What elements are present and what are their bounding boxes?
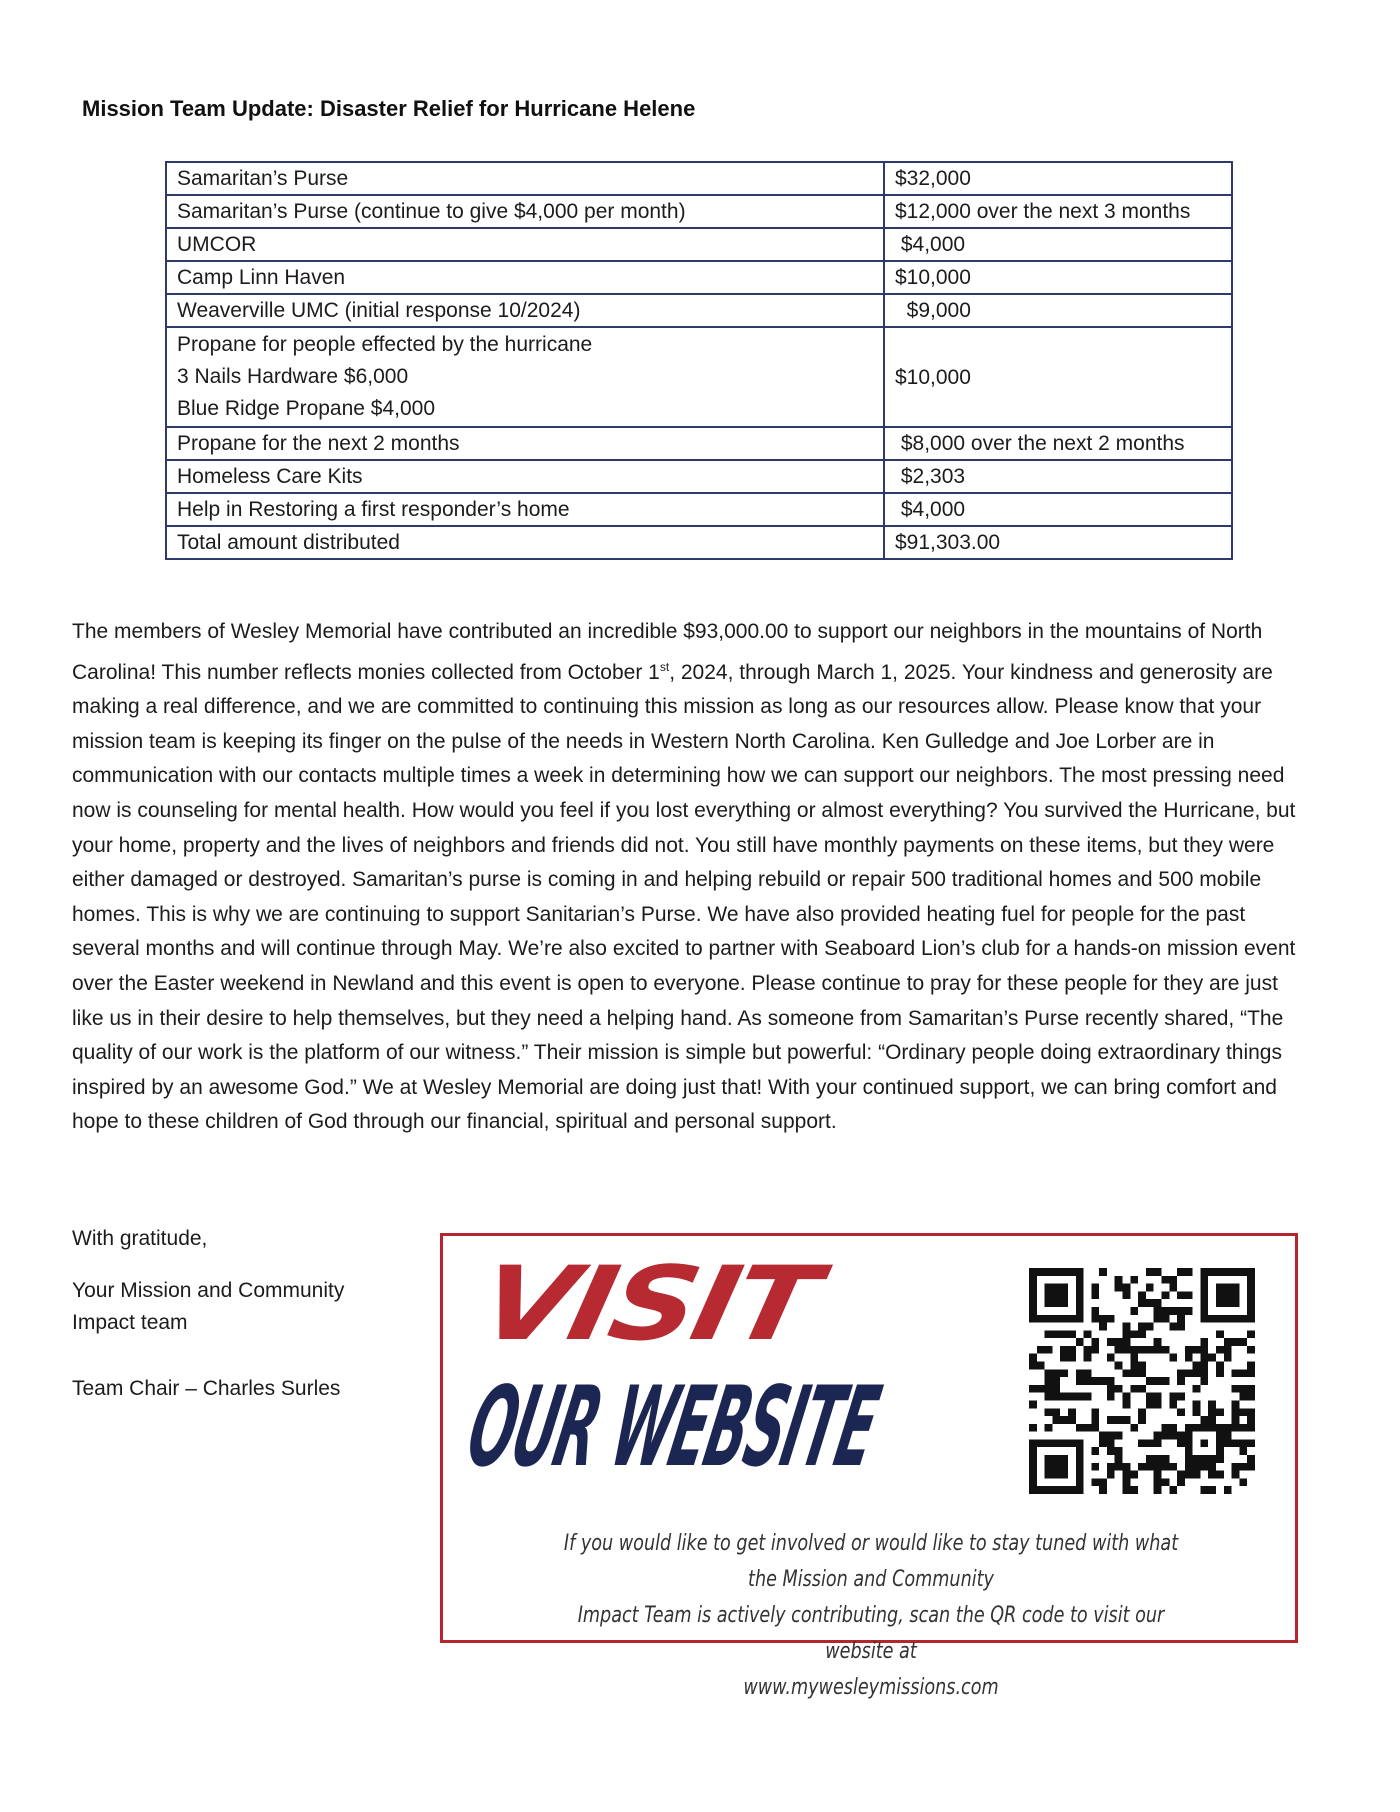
row-name: Samaritan’s Purse [166, 162, 884, 195]
row-amount: $12,000 over the next 3 months [884, 195, 1232, 228]
table-row [166, 327, 1232, 427]
row-amount: $4,000 [884, 493, 1232, 526]
row-name: Homeless Care Kits [166, 460, 884, 493]
row-name: Camp Linn Haven [166, 261, 884, 294]
row-name-line: Blue Ridge Propane $4,000 [177, 397, 436, 420]
team-line-2: Impact team [72, 1311, 188, 1334]
promo-note-line-2: Impact Team is actively contributing, scan the QR code to visit our website at [577, 1603, 1165, 1664]
body-paragraph [72, 615, 1297, 1140]
row-name [166, 327, 884, 427]
table-row [166, 162, 1232, 195]
row-amount: $2,303 [884, 460, 1232, 493]
row-amount: $4,000 [884, 228, 1232, 261]
our-website-heading: OUR WEBSITE [457, 1362, 889, 1492]
row-amount: $9,000 [884, 294, 1232, 327]
team-line-1: Your Mission and Community [72, 1279, 345, 1302]
distribution-table [165, 161, 1233, 560]
website-url[interactable]: www.mywesleymissions.com [743, 1675, 999, 1700]
table-row [166, 195, 1232, 228]
row-name: Propane for the next 2 months [166, 427, 884, 460]
page-title: Mission Team Update: Disaster Relief for Hurricane Helene [82, 96, 696, 121]
team-chair: Team Chair – Charles Surles [72, 1377, 341, 1400]
row-amount: $10,000 [884, 261, 1232, 294]
row-name: Samaritan’s Purse (continue to give $4,000 per month) [166, 195, 884, 228]
table-row [166, 493, 1232, 526]
body-part-1: The members of Wesley Memorial have contributed an incredible $93,000.00 to support our neighbors in the mountains of North Carolina! This number reflects monies collected from October 1 [72, 620, 1263, 684]
promo-note-line-1: If you would like to get involved or would like to stay tuned with what the Mission and Community [563, 1531, 1179, 1592]
visit-heading: VISIT [469, 1245, 826, 1364]
row-amount: $91,303.00 [884, 526, 1232, 559]
row-amount: $32,000 [884, 162, 1232, 195]
row-amount: $10,000 [884, 327, 1232, 427]
row-name: UMCOR [166, 228, 884, 261]
row-name: Weaverville UMC (initial response 10/2024) [166, 294, 884, 327]
qr-code-icon[interactable] [1029, 1268, 1255, 1494]
table-row [166, 294, 1232, 327]
table-row [166, 228, 1232, 261]
table-row [166, 427, 1232, 460]
table-row [166, 460, 1232, 493]
row-name-line: Propane for people effected by the hurricane [177, 333, 593, 356]
website-promo-box [440, 1233, 1298, 1700]
promo-note [553, 1526, 1190, 1706]
row-name-line: 3 Nails Hardware $6,000 [177, 365, 409, 388]
row-name: Help in Restoring a first responder’s home [166, 493, 884, 526]
closing-line: With gratitude, [72, 1227, 208, 1250]
row-amount: $8,000 over the next 2 months [884, 427, 1232, 460]
team-name [72, 1275, 344, 1339]
table-row [166, 526, 1232, 559]
ordinal-suffix: st [659, 659, 670, 674]
row-name: Total amount distributed [166, 526, 884, 559]
body-part-2: , 2024, through March 1, 2025. Your kindness and generosity are making a real difference, and we are committed to continuing this mission as long as our resources allow. Please know that your mission team is keeping its finger on the pulse of the needs in Western North Carolina. Ken Gulledge and Joe Lorber are in communication with our contacts multiple times a week in determining how we can support our neighbors. The most pressing need now is counseling for mental health. How would you feel if you lost everything or almost everything? You survived the Hurricane, but your home, property and the lives of neighbors and friends did not. You still have monthly payments on these items, but they were either damaged or destroyed. Samaritan’s purse is coming in and helping rebuild or repair 500 traditional homes and 500 mobile homes. This is why we are continuing to support Sanitarian’s Purse. We have also provided heating fuel for people for the past several months and will continue through May. We’re also excited to partner with Seaboard Lion’s club for a hands-on mission event over the Easter weekend in Newland and this event is open to everyone. Please continue to pray for these people for they are just like us in their desire to help themselves, but they need a helping hand. As someone from Samaritan’s Purse recently shared, “The quality of our work is the platform of our witness.” Their mission is simple but powerful: “Ordinary people doing extraordinary things inspired by an awesome God.” We at Wesley Memorial are doing just that! With your continued support, we can bring comfort and hope to these children of God through our financial, spiritual and personal support. [72, 660, 1296, 1134]
table-row [166, 261, 1232, 294]
